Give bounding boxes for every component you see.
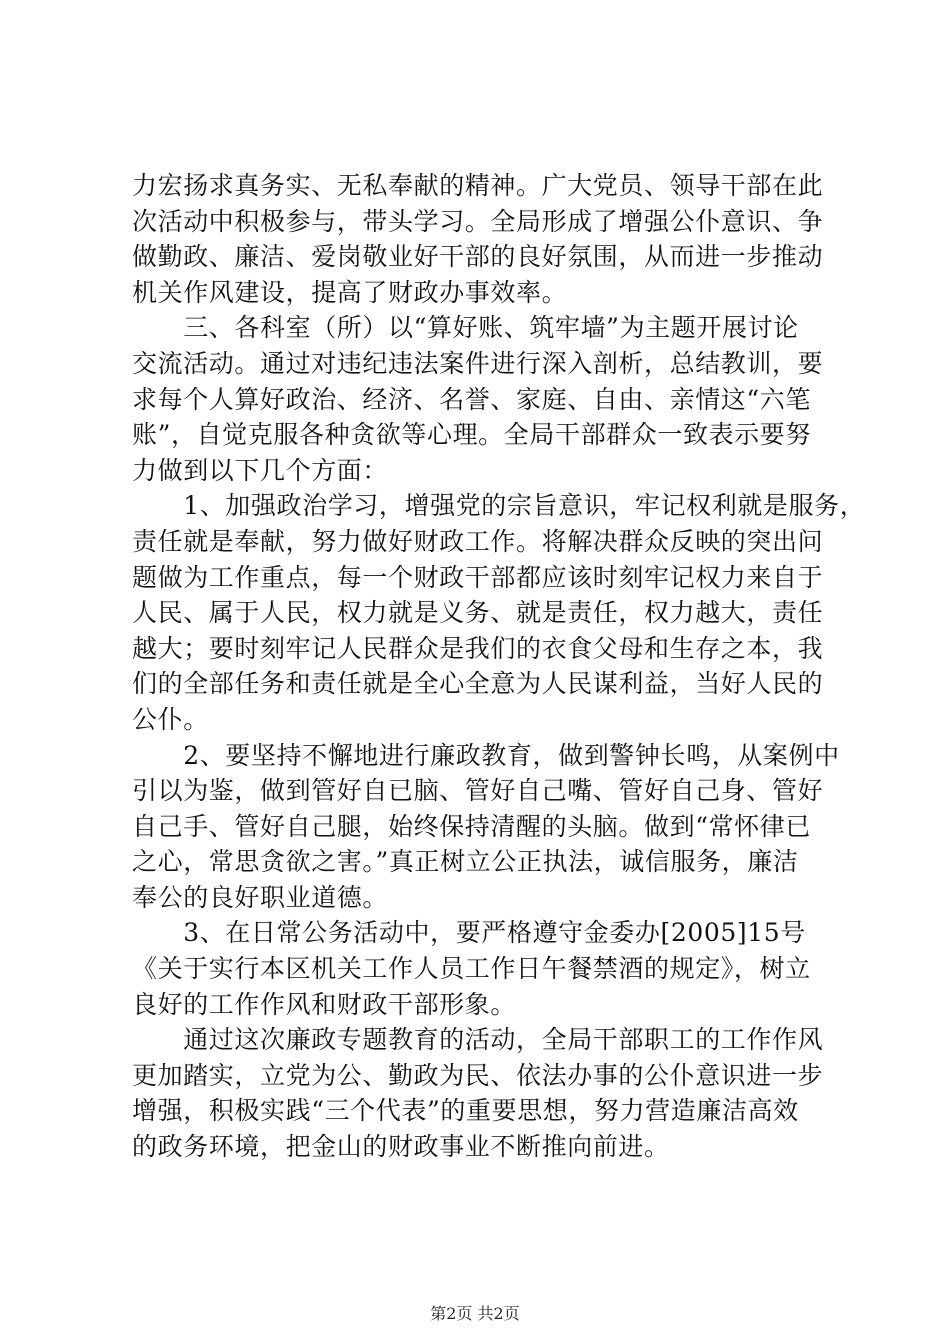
- text-line: 次活动中积极参与，带头学习。全局形成了增强公仆意识、争: [132, 206, 824, 236]
- text-line: 通过这次廉政专题教育的活动，全局干部职工的工作作风: [132, 1025, 824, 1055]
- text-line: 引以为鉴，做到管好自已脑、管好自己嘴、管好自己身、管好: [132, 776, 824, 806]
- text-line: 良好的工作作风和财政干部形象。: [132, 989, 517, 1019]
- text-line: 《关于实行本区机关工作人员工作日午餐禁酒的规定》，树立: [132, 954, 811, 984]
- text-line: 们的全部任务和责任就是全心全意为人民谋利益，当好人民的: [132, 669, 824, 699]
- text-line: 更加踏实，立党为公、勤政为民、依法办事的公仆意识进一步: [132, 1060, 824, 1090]
- text-line: 3、在日常公务活动中，要严格遵守金委办[2005]15号: [132, 918, 806, 948]
- page-footer: [0, 1301, 950, 1324]
- text-line: 人民、属于人民，权力就是义务、就是责任，权力越大，责任: [132, 598, 824, 628]
- text-line: 增强，积极实践“三个代表”的重要思想，努力营造廉洁高效: [132, 1096, 799, 1126]
- text-line: 的政务环境，把金山的财政事业不断推向前进。: [132, 1132, 670, 1162]
- text-line: 责任就是奉献，努力做好财政工作。将解决群众反映的突出问: [132, 526, 824, 556]
- text-line: 求每个人算好政治、经济、名誉、家庭、自由、亲情这“六笔: [132, 384, 811, 414]
- text-line: 题做为工作重点，每一个财政干部都应该时刻牢记权力来自于: [132, 562, 824, 592]
- text-line: 机关作风建设，提高了财政办事效率。: [132, 277, 568, 307]
- text-line: 2、要坚持不懈地进行廉政教育，做到警钟长鸣，从案例中: [132, 740, 840, 770]
- text-line: 之心，常思贪欲之害。”真正树立公正执法，诚信服务，廉洁: [132, 847, 799, 877]
- text-line: 自己手、管好自己腿，始终保持清醒的头脑。做到“常怀律已: [132, 811, 811, 841]
- text-line: 奉公的良好职业道德。: [132, 882, 389, 912]
- text-line: 越大；要时刻牢记人民群众是我们的衣食父母和生存之本，我: [132, 633, 824, 663]
- text-line: 力宏扬求真务实、无私奉献的精神。广大党员、领导干部在此: [132, 171, 824, 200]
- document-body: [132, 168, 866, 1165]
- text-line: 力做到以下几个方面：: [132, 455, 389, 485]
- text-line: 公仆。: [132, 704, 209, 734]
- text-line: 1、加强政治学习，增强党的宗旨意识，牢记权利就是服务，: [132, 491, 866, 521]
- page-number-label: 第2页 共2页: [430, 1304, 520, 1323]
- text-line: 做勤政、廉洁、爱岗敬业好干部的良好氛围，从而进一步推动: [132, 242, 824, 272]
- text-line: 交流活动。通过对违纪违法案件进行深入剖析，总结教训，要: [132, 348, 824, 378]
- text-line: 三、各科室（所）以“算好账、筑牢墙”为主题开展讨论: [132, 313, 799, 343]
- text-line: 账”，自觉克服各种贪欲等心理。全局干部群众一致表示要努: [132, 420, 811, 450]
